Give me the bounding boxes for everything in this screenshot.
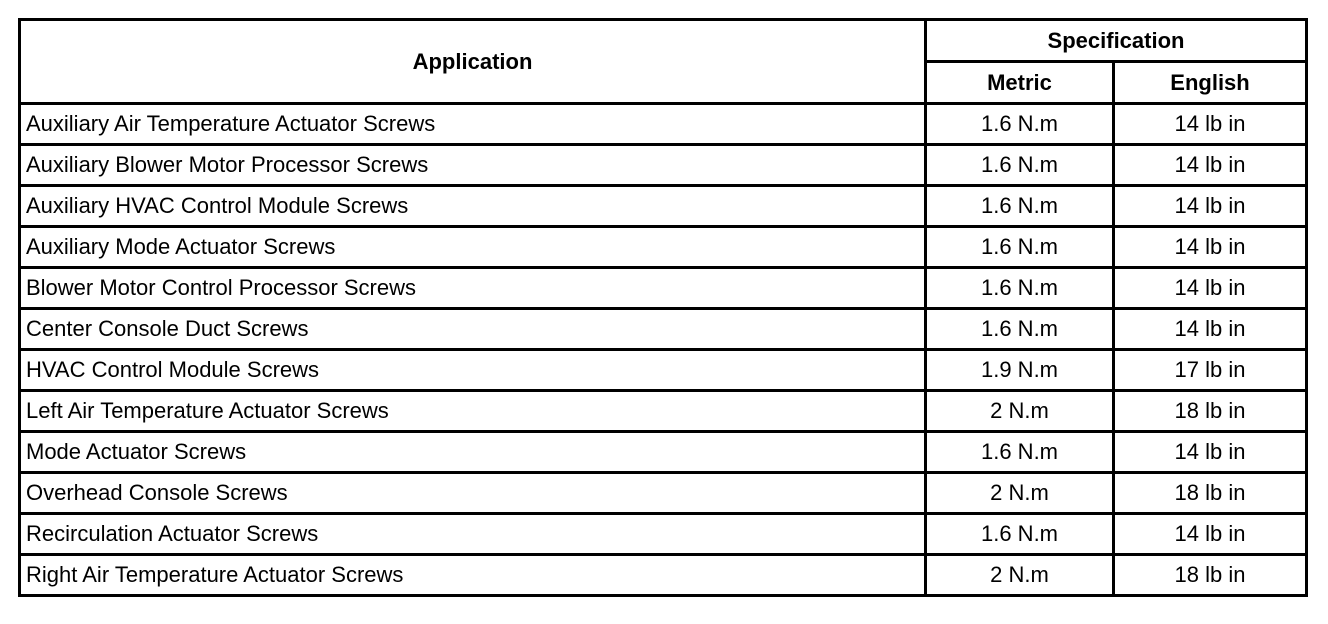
cell-english: 18 lb in <box>1114 473 1307 514</box>
cell-application: Left Air Temperature Actuator Screws <box>20 391 926 432</box>
table-row <box>20 309 1307 350</box>
cell-english: 14 lb in <box>1114 432 1307 473</box>
cell-application: Right Air Temperature Actuator Screws <box>20 555 926 596</box>
cell-application: Mode Actuator Screws <box>20 432 926 473</box>
cell-metric: 2 N.m <box>926 555 1114 596</box>
cell-metric: 2 N.m <box>926 473 1114 514</box>
header-application: Application <box>20 20 926 104</box>
cell-metric: 1.9 N.m <box>926 350 1114 391</box>
table-row <box>20 268 1307 309</box>
table-body <box>20 104 1307 596</box>
cell-application: Blower Motor Control Processor Screws <box>20 268 926 309</box>
cell-application: HVAC Control Module Screws <box>20 350 926 391</box>
cell-english: 18 lb in <box>1114 391 1307 432</box>
cell-english: 14 lb in <box>1114 227 1307 268</box>
cell-english: 14 lb in <box>1114 309 1307 350</box>
cell-english: 14 lb in <box>1114 186 1307 227</box>
cell-english: 17 lb in <box>1114 350 1307 391</box>
cell-application: Auxiliary Blower Motor Processor Screws <box>20 145 926 186</box>
cell-application: Auxiliary Air Temperature Actuator Screws <box>20 104 926 145</box>
table-row <box>20 350 1307 391</box>
table-row <box>20 473 1307 514</box>
cell-metric: 1.6 N.m <box>926 186 1114 227</box>
cell-metric: 1.6 N.m <box>926 145 1114 186</box>
header-metric: Metric <box>926 62 1114 104</box>
table-row <box>20 145 1307 186</box>
cell-english: 18 lb in <box>1114 555 1307 596</box>
cell-metric: 1.6 N.m <box>926 104 1114 145</box>
cell-metric: 1.6 N.m <box>926 514 1114 555</box>
table-row <box>20 104 1307 145</box>
cell-metric: 1.6 N.m <box>926 309 1114 350</box>
cell-english: 14 lb in <box>1114 145 1307 186</box>
header-english: English <box>1114 62 1307 104</box>
table-row <box>20 227 1307 268</box>
cell-metric: 1.6 N.m <box>926 268 1114 309</box>
cell-metric: 2 N.m <box>926 391 1114 432</box>
table-row <box>20 391 1307 432</box>
cell-application: Auxiliary HVAC Control Module Screws <box>20 186 926 227</box>
cell-metric: 1.6 N.m <box>926 227 1114 268</box>
table-header <box>20 20 1307 104</box>
table-row <box>20 186 1307 227</box>
cell-metric: 1.6 N.m <box>926 432 1114 473</box>
table-row <box>20 432 1307 473</box>
cell-application: Auxiliary Mode Actuator Screws <box>20 227 926 268</box>
table-row <box>20 514 1307 555</box>
cell-english: 14 lb in <box>1114 514 1307 555</box>
fastener-spec-table <box>18 18 1308 597</box>
table-row <box>20 555 1307 596</box>
cell-english: 14 lb in <box>1114 104 1307 145</box>
cell-english: 14 lb in <box>1114 268 1307 309</box>
cell-application: Recirculation Actuator Screws <box>20 514 926 555</box>
header-specification: Specification <box>926 20 1307 62</box>
cell-application: Overhead Console Screws <box>20 473 926 514</box>
cell-application: Center Console Duct Screws <box>20 309 926 350</box>
